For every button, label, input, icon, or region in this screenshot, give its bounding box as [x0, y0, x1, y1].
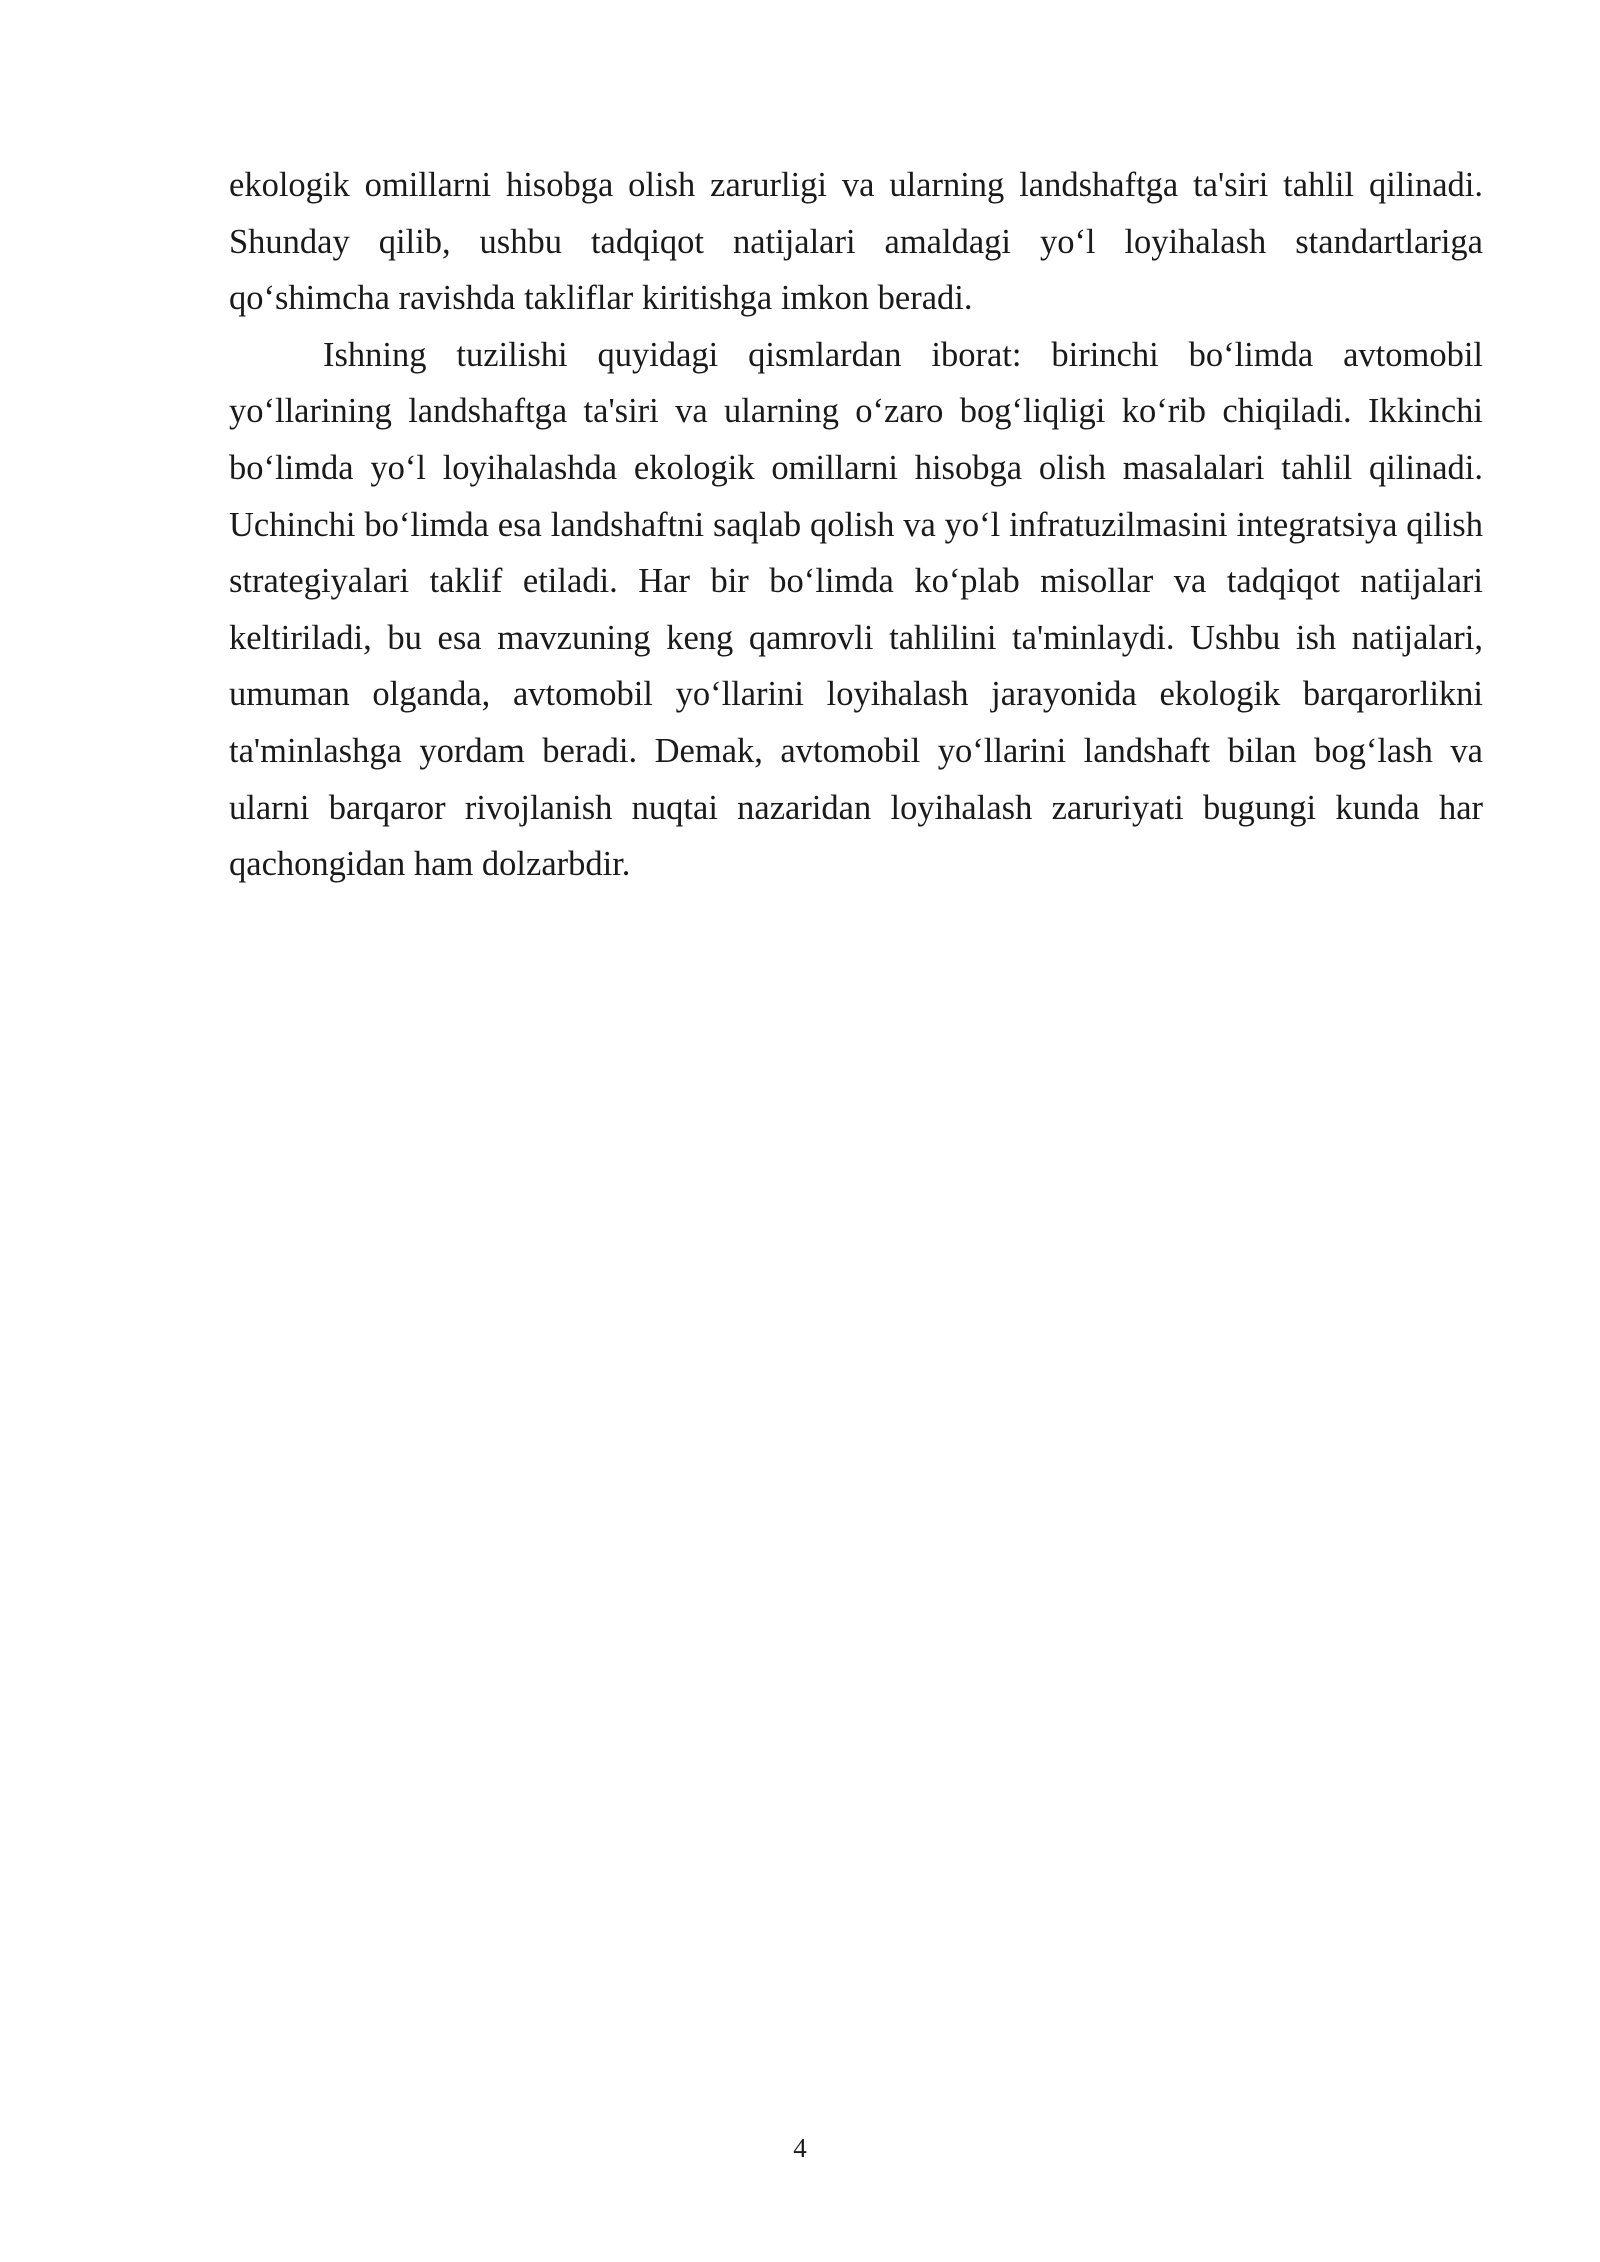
paragraph-continuation: ekologik omillarni hisobga olish zarurligi va ularning landshaftga ta'siri tahlil qilinadi. Shunday qilib, ushbu tadqiqot natijalari amaldagi yo‘l loyihalash standartlariga qo‘shimcha ravishda takliflar kiritishga imkon beradi. — [229, 166, 1483, 318]
body-text — [229, 157, 1483, 893]
page-number: 4 — [793, 2133, 807, 2163]
paragraph-work-structure: Ishning tuzilishi quyidagi qismlardan iborat: birinchi bo‘limda avtomobil yo‘llarining landshaftga ta'siri va ularning o‘zaro bog‘liqligi ko‘rib chiqiladi. Ikkinchi bo‘limda yo‘l loyihalashda ekologik omillarni hisobga olish masalalari tahlil qilinadi. Uchinchi bo‘limda esa landshaftni saqlab qolish va yo‘l infratuzilmasini integratsiya qilish strategiyalari taklif etiladi. Har bir bo‘limda ko‘plab misollar va tadqiqot natijalari keltiriladi, bu esa mavzuning keng qamrovli tahlilini ta'minlaydi. Ushbu ish natijalari, umuman olganda, avtomobil yo‘llarini loyihalash jarayonida ekologik barqarorlikni ta'minlashga yordam beradi. Demak, avtomobil yo‘llarini landshaft bilan bog‘lash va ularni barqaror rivojlanish nuqtai nazaridan loyihalash zaruriyati bugungi kunda har qachongidan ham dolzarbdir. — [229, 335, 1483, 884]
